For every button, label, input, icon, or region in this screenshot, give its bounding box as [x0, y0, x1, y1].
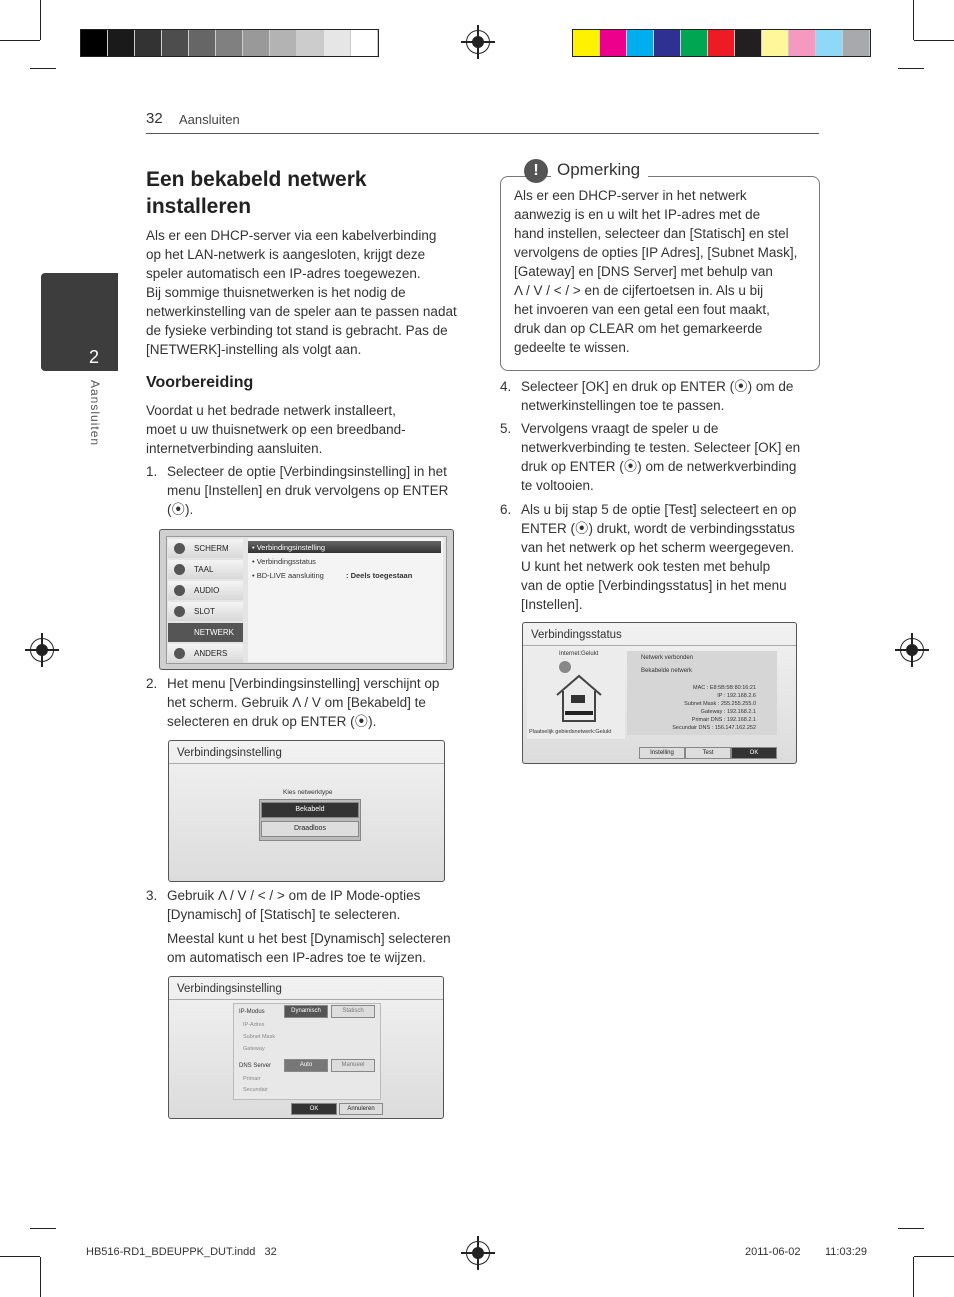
menu-icon — [174, 564, 185, 575]
list-item — [500, 500, 818, 614]
text-line: hand instellen, selecteer dan [Statisch] en stel — [514, 226, 789, 241]
footer-time: 11:03:29 — [825, 1246, 868, 1258]
step-text: Als u bij stap 5 de optie [Test] selecteert en op — [521, 502, 797, 517]
network-type-label: Kies netwerktype — [283, 789, 333, 796]
step-text: druk op ENTER (⦿) om de netwerkverbinding — [521, 459, 797, 474]
option-item[interactable]: • BD-LIVE aansluiting — [252, 571, 324, 580]
text-line: de fysieke verbinding tot stand is gebracht. Pas de — [146, 323, 448, 338]
cancel-button[interactable]: Annuleren — [339, 1103, 383, 1115]
step-text: van het netwerk op het scherm weergegeven. — [521, 540, 795, 555]
footer-date: 2011-06-02 — [745, 1246, 801, 1258]
text-line: Meestal kunt u het best [Dynamisch] selecteren — [167, 931, 451, 946]
color-swatch — [816, 30, 843, 56]
crop-mark — [913, 1257, 914, 1297]
field-subnet: Subnet Mask — [243, 1034, 276, 1040]
option-item[interactable]: • Verbindingsinstelling — [252, 543, 326, 552]
step-text: netwerkinstellingen toe te passen. — [521, 398, 725, 413]
prep-heading: Voorbereiding — [146, 374, 254, 391]
menu-icon — [174, 543, 185, 554]
ip-mode-label: IP-Modus — [239, 1009, 265, 1015]
settings-menu-screenshot — [159, 529, 454, 670]
color-bar — [572, 29, 871, 57]
gray-swatch — [162, 30, 189, 56]
menu-label: TAAL — [194, 565, 214, 574]
gray-swatch — [189, 30, 216, 56]
header-rule — [146, 133, 819, 134]
text-line: moet u uw thuisnetwerk op een breedband- — [146, 422, 406, 437]
text-line: internetverbinding aansluiten. — [146, 441, 323, 456]
status-detail: Gateway : 192.168.2.1 — [700, 709, 756, 715]
network-type-screenshot — [168, 740, 445, 882]
option-wireless[interactable]: Draadloos — [261, 821, 359, 837]
crop-mark — [30, 68, 56, 69]
crop-mark — [914, 1256, 954, 1257]
crop-mark — [898, 68, 924, 69]
menu-item-slot[interactable] — [168, 602, 243, 621]
gray-swatch — [216, 30, 243, 56]
crop-mark — [898, 1228, 924, 1229]
text-line: het invoeren van een getal een fout maakt, — [514, 302, 770, 317]
step-text: netwerkverbinding te testen. Selecteer [OK] en — [521, 440, 801, 455]
local-status: Plaatselijk gebiedsnetwerk:Gelukt — [529, 729, 612, 735]
screen-title: Verbindingsinstelling — [177, 983, 282, 995]
dns-secondary: Secundair — [243, 1087, 268, 1093]
step-text: het scherm. Gebruik Λ / V om [Bekabeld] te — [167, 695, 426, 710]
step-number: 5. — [500, 421, 512, 436]
color-swatch — [654, 30, 681, 56]
gray-swatch — [81, 30, 108, 56]
step-text: menu [Instellen] en druk vervolgens op ENTER — [167, 483, 449, 498]
registration-mark-icon — [466, 30, 490, 54]
menu-label: NETWERK — [194, 628, 234, 637]
color-swatch — [573, 30, 600, 56]
menu-icon — [174, 585, 185, 596]
text-line: Λ / V / < / > en de cijfertoetsen in. Als u bij — [514, 283, 764, 298]
dns-primary: Primair — [243, 1076, 261, 1082]
dns-auto[interactable]: Auto — [284, 1059, 328, 1072]
menu-item-scherm[interactable] — [168, 539, 243, 558]
gray-swatch — [297, 30, 324, 56]
menu-label: AUDIO — [194, 586, 220, 595]
menu-label: SCHERM — [194, 544, 229, 553]
registration-mark-icon — [900, 638, 924, 662]
internet-status: Internet:Gelukt — [559, 651, 599, 657]
ok-button[interactable]: OK — [291, 1103, 337, 1115]
chapter-number: 2 — [89, 347, 100, 367]
menu-label: ANDERS — [194, 649, 228, 658]
step-text: U kunt het netwerk ook testen met behulp — [521, 559, 771, 574]
text-line: aanwezig is en u wilt het IP-adres met de — [514, 207, 761, 222]
step-text: Selecteer [OK] en druk op ENTER (⦿) om de — [521, 379, 794, 394]
text-line: Bij sommige thuisnetwerken is het nodig de — [146, 285, 406, 300]
page-number: 32 — [146, 110, 163, 127]
text-line: [Gateway] en [DNS Server] met behulp van — [514, 264, 773, 279]
step-text: Vervolgens vraagt de speler u de — [521, 421, 719, 436]
menu-item-netwerk[interactable] — [168, 623, 243, 642]
step-text: [Instellen]. — [521, 597, 583, 612]
step-text: [Dynamisch] of [Statisch] te selecteren. — [167, 907, 401, 922]
crop-mark — [913, 0, 914, 40]
color-swatch — [708, 30, 735, 56]
screen-title: Verbindingsstatus — [531, 629, 622, 641]
crop-mark — [30, 1228, 56, 1229]
option-item[interactable]: • Verbindingsstatus — [252, 557, 316, 566]
list-item — [146, 462, 476, 519]
crop-mark — [0, 1256, 40, 1257]
text-line: netwerkinstelling van de speler aan te passen nadat — [146, 304, 457, 319]
test-button[interactable]: Test — [685, 747, 731, 759]
crop-mark — [40, 0, 41, 40]
step-number: 3. — [146, 888, 158, 903]
status-connected: Netwerk verbonden — [641, 655, 694, 661]
status-detail: Secundair DNS : 156.147.162.252 — [672, 725, 756, 731]
option-wired[interactable]: Bekabeld — [261, 802, 359, 818]
dns-label: DNS Server — [239, 1063, 272, 1069]
color-swatch — [627, 30, 654, 56]
globe-icon — [559, 661, 571, 673]
section-title — [146, 166, 476, 220]
step-text: van de optie [Verbindingsstatus] in het menu — [521, 578, 787, 593]
step-text: selecteren en druk op ENTER (⦿). — [167, 714, 377, 729]
color-swatch — [600, 30, 627, 56]
list-item — [146, 674, 476, 731]
step-text: ENTER (⦿) drukt, wordt de verbindingsstatus — [521, 521, 795, 536]
crop-mark — [914, 40, 954, 41]
gray-swatch — [351, 30, 378, 56]
step-text: Selecteer de optie [Verbindingsinstelling] in het — [167, 464, 447, 479]
step3-extra — [167, 929, 477, 967]
ip-mode-screenshot — [168, 976, 444, 1119]
chapter-tab-label: Aansluiten — [88, 380, 102, 447]
grayscale-bar — [80, 29, 379, 57]
gray-swatch — [108, 30, 135, 56]
status-detail: Subnet Mask : 255.255.255.0 — [684, 701, 756, 707]
text-line: gedeelte te wissen. — [514, 340, 630, 355]
ok-button[interactable]: OK — [731, 747, 777, 759]
exclamation-icon: ! — [524, 159, 548, 183]
menu-icon — [174, 627, 185, 638]
registration-mark-icon — [466, 1241, 490, 1265]
menu-label: SLOT — [194, 607, 215, 616]
color-swatch — [735, 30, 762, 56]
connection-status-screenshot — [522, 622, 797, 764]
note-title: Opmerking — [551, 160, 648, 180]
gray-swatch — [324, 30, 351, 56]
field-ip: IP-Adres — [243, 1022, 265, 1028]
screen-title: Verbindingsinstelling — [177, 747, 282, 759]
field-gateway: Gateway — [243, 1046, 265, 1052]
step-text: (⦿). — [167, 502, 194, 517]
status-detail: IP : 192.168.2.6 — [717, 693, 756, 699]
step-number: 4. — [500, 379, 512, 394]
status-detail: Primair DNS : 192.168.2.1 — [691, 717, 756, 723]
text-line: vervolgens de opties [IP Adres], [Subnet Mask], — [514, 245, 798, 260]
color-swatch — [789, 30, 816, 56]
list-item — [500, 377, 818, 415]
step-number: 6. — [500, 502, 512, 517]
color-swatch — [762, 30, 789, 56]
menu-item-taal[interactable] — [168, 560, 243, 579]
header-section: Aansluiten — [179, 112, 240, 127]
text-line: [NETWERK]-instelling als volgt aan. — [146, 342, 362, 357]
text-line: druk dan op CLEAR om het gemarkeerde — [514, 321, 763, 336]
step-text: te voltooien. — [521, 478, 594, 493]
prep-paragraph — [146, 401, 476, 458]
text-line: Als er een DHCP-server via een kabelverbinding — [146, 228, 437, 243]
settings-button[interactable]: Instelling — [639, 747, 685, 759]
text-line: om automatisch een IP-adres toe te wijzen. — [167, 950, 426, 965]
gray-swatch — [270, 30, 297, 56]
text-line: Als er een DHCP-server in het netwerk — [514, 188, 747, 203]
color-swatch — [681, 30, 708, 56]
house-icon — [555, 673, 603, 723]
status-detail: MAC : E8:5B:5B:80:16:21 — [693, 685, 756, 691]
crop-mark — [40, 1257, 41, 1297]
crop-mark — [0, 40, 40, 41]
step-number: 2. — [146, 676, 158, 691]
footer-file: HB516-RD1_BDEUPPK_DUT.indd 32 — [86, 1246, 277, 1258]
intro-paragraph — [146, 226, 476, 359]
ip-mode-dynamic[interactable]: Dynamisch — [284, 1005, 328, 1018]
chapter-tab — [41, 273, 118, 371]
color-swatch — [843, 30, 870, 56]
menu-item-audio[interactable] — [168, 581, 243, 600]
list-item — [500, 419, 818, 495]
text-line: op het LAN-netwerk is aangesloten, krijgt deze — [146, 247, 426, 262]
registration-mark-icon — [30, 638, 54, 662]
step-number: 1. — [146, 464, 158, 479]
status-wired: Bekabelde netwerk — [641, 668, 693, 674]
note-text — [514, 186, 810, 357]
gray-swatch — [135, 30, 162, 56]
page-title: Een bekabeld netwerk installeren — [146, 168, 367, 218]
menu-item-anders[interactable] — [168, 644, 243, 663]
menu-icon — [174, 648, 185, 659]
text-line: speler automatisch een IP-adres toegewezen. — [146, 266, 421, 281]
step-text: Gebruik Λ / V / < / > om de IP Mode-opties — [167, 888, 421, 903]
ip-mode-static[interactable]: Statisch — [331, 1005, 375, 1018]
menu-icon — [174, 606, 185, 617]
text-line: Voordat u het bedrade netwerk installeert, — [146, 403, 396, 418]
step-text: Het menu [Verbindingsinstelling] verschijnt op — [167, 676, 440, 691]
gray-swatch — [243, 30, 270, 56]
list-item — [146, 886, 476, 924]
bdlive-value: : Deels toegestaan — [346, 571, 413, 580]
dns-manual[interactable]: Manueel — [331, 1059, 375, 1072]
